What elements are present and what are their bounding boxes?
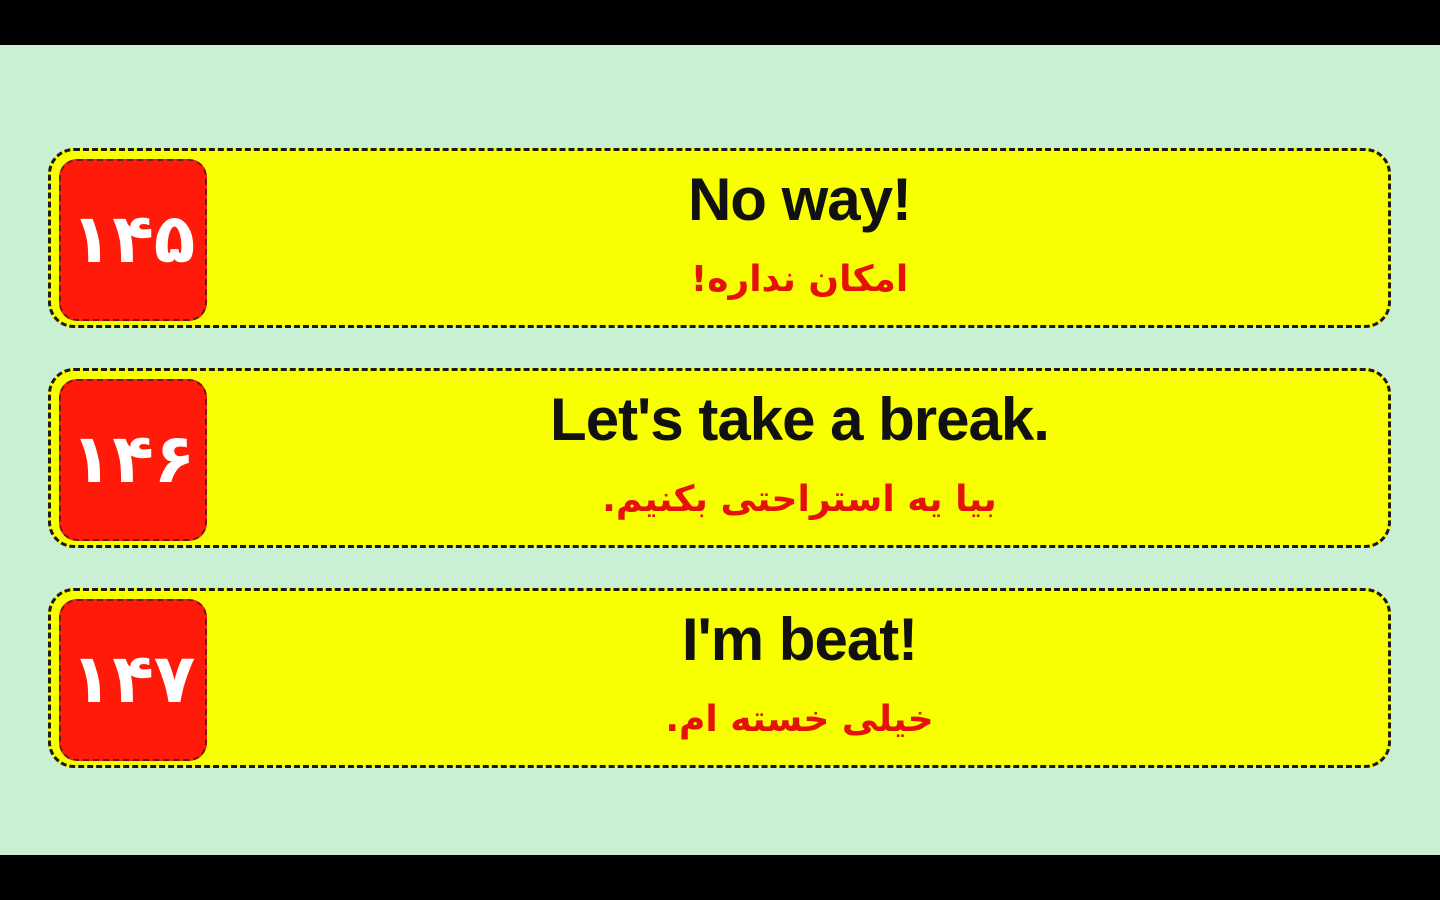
- letterbox-bottom: [0, 855, 1440, 900]
- phrase-slide: [0, 45, 1440, 855]
- phrase-persian-translation: امکان نداره!: [690, 259, 909, 300]
- phrase-card: [48, 148, 1391, 328]
- phrase-english: Let's take a break.: [550, 386, 1049, 453]
- phrase-english: No way!: [687, 166, 912, 233]
- phrase-number-badge: ۱۴۶: [59, 379, 207, 541]
- letterbox-top: [0, 0, 1440, 45]
- phrase-card: [48, 368, 1391, 548]
- phrase-persian-translation: بیا یه استراحتی بکنیم.: [602, 479, 997, 520]
- phrase-persian-translation: خیلی خسته ام.: [665, 699, 934, 740]
- phrase-number-badge: ۱۴۷: [59, 599, 207, 761]
- phrase-english: I'm beat!: [681, 606, 918, 673]
- phrase-card: [48, 588, 1391, 768]
- phrase-number-badge: ۱۴۵: [59, 159, 207, 321]
